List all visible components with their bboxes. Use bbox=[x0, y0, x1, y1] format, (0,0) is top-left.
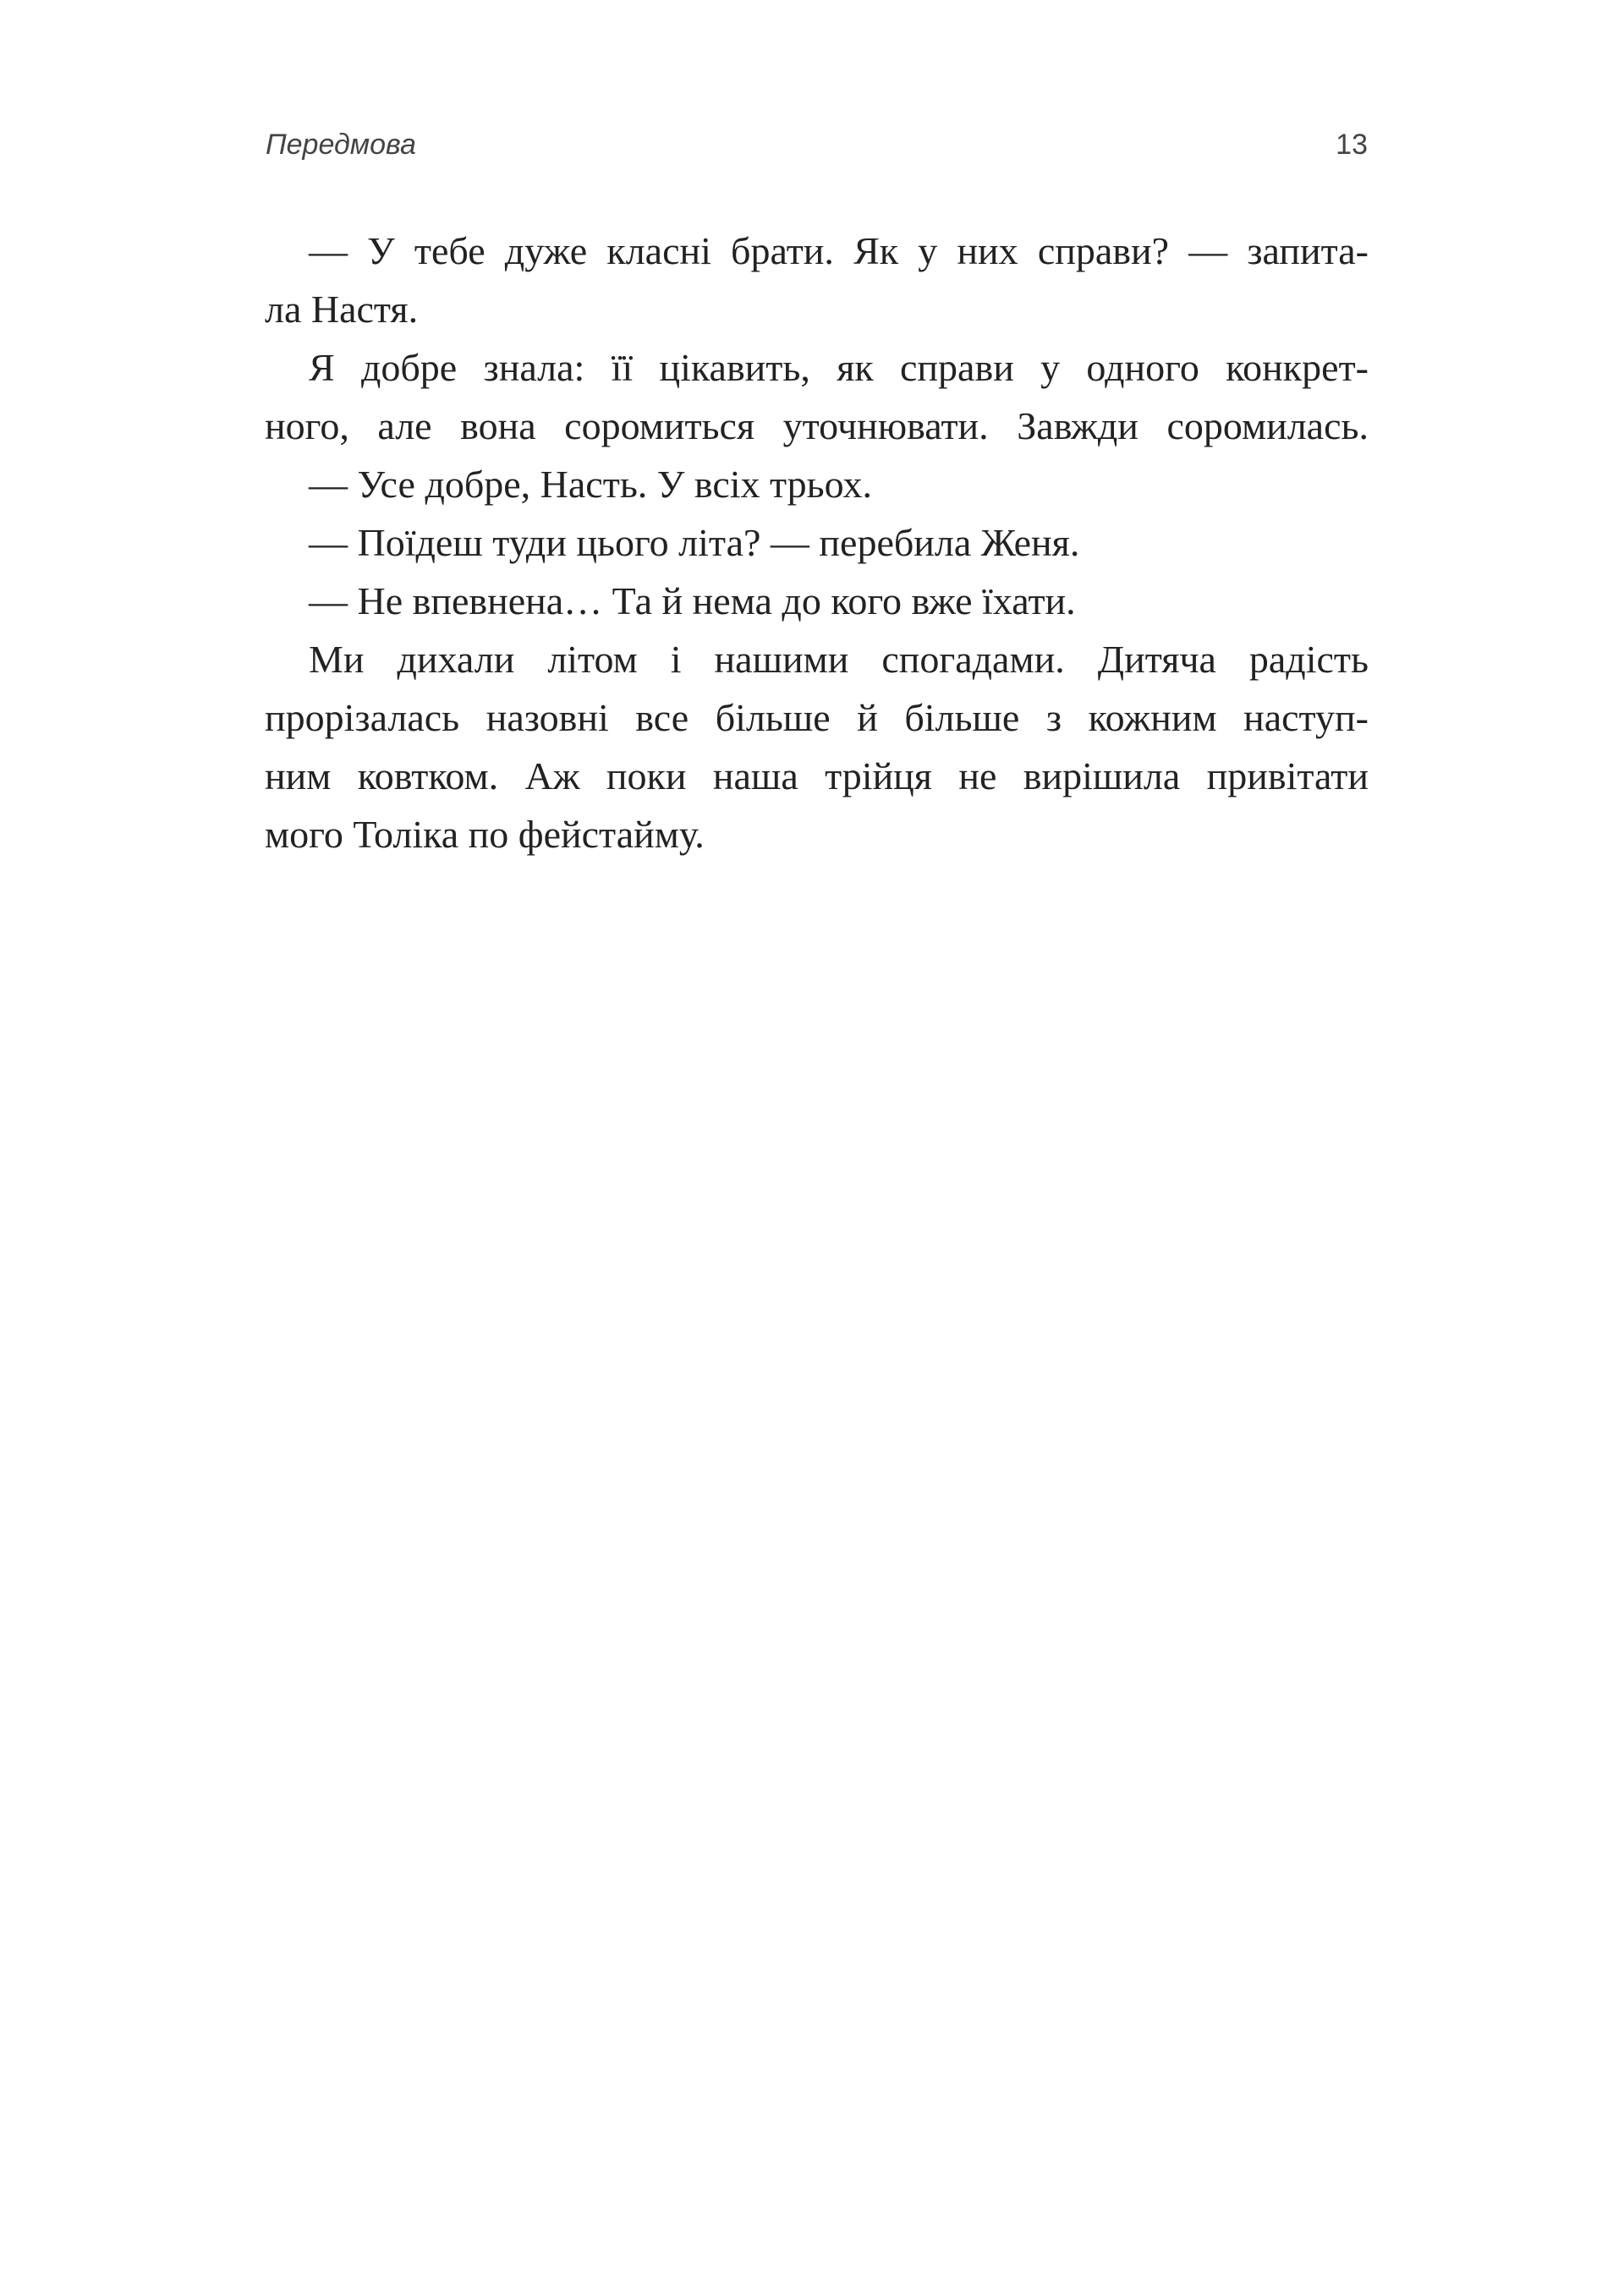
page-body-text bbox=[265, 222, 1369, 863]
running-header-title: Передмова bbox=[266, 129, 416, 161]
page-number: 13 bbox=[1336, 129, 1368, 161]
text-line: ла Настя. bbox=[265, 288, 419, 331]
text-line: ним ковтком. Аж поки наша трійця не вирішила привітати bbox=[265, 754, 1369, 797]
text-line: — Поїдеш туди цього літа? — перебила Женя. bbox=[309, 521, 1080, 564]
text-line: Ми дихали літом і нашими спогадами. Дитяча радість bbox=[309, 638, 1369, 681]
text-line: — Не впевнена… Та й нема до кого вже їхати. bbox=[309, 579, 1076, 622]
text-line: прорізалась назовні все більше й більше з кожним наступ- bbox=[265, 696, 1369, 739]
text-line: Я добре знала: її цікавить, як справи у одного конкрет- bbox=[309, 346, 1369, 389]
text-line: — У тебе дуже класні брати. Як у них справи? — запита- bbox=[309, 229, 1369, 272]
text-line: ного, але вона соромиться уточнювати. Завжди соромилась. bbox=[265, 404, 1369, 447]
text-line: мого Толіка по фейстайму. bbox=[265, 813, 705, 856]
text-line: — Усе добре, Насть. У всіх трьох. bbox=[309, 463, 873, 506]
